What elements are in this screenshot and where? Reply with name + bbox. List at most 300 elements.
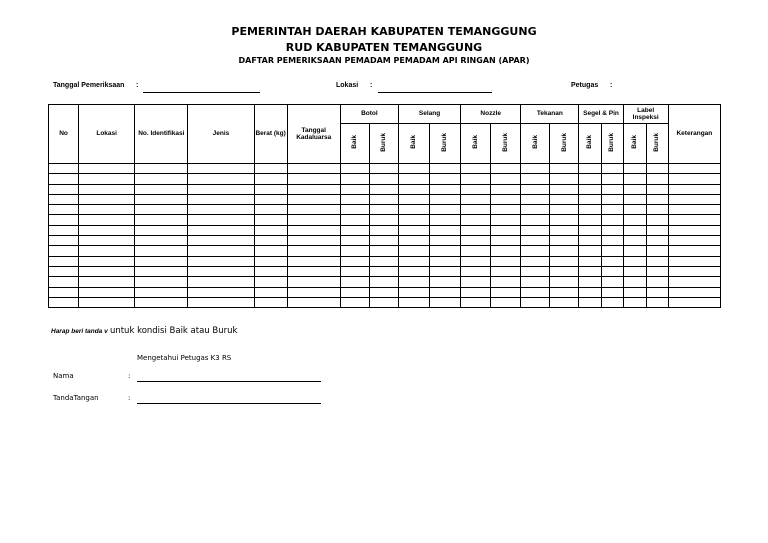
- sub-baik-label: Baik: [351, 135, 359, 150]
- table-cell[interactable]: [79, 215, 135, 225]
- table-cell[interactable]: [491, 277, 521, 287]
- table-row: [49, 287, 721, 297]
- table-cell[interactable]: [398, 184, 429, 194]
- table-cell[interactable]: [491, 266, 521, 276]
- table-cell[interactable]: [668, 215, 720, 225]
- table-cell[interactable]: [430, 246, 461, 256]
- table-cell[interactable]: [188, 205, 254, 215]
- table-cell[interactable]: [521, 174, 550, 184]
- table-cell[interactable]: [79, 246, 135, 256]
- table-cell[interactable]: [398, 205, 429, 215]
- table-cell[interactable]: [491, 174, 521, 184]
- table-cell[interactable]: [188, 277, 254, 287]
- table-cell[interactable]: [79, 266, 135, 276]
- table-cell[interactable]: [601, 246, 623, 256]
- table-cell[interactable]: [521, 215, 550, 225]
- table-cell[interactable]: [369, 225, 398, 235]
- table-cell[interactable]: [430, 215, 461, 225]
- table-cell[interactable]: [623, 236, 646, 246]
- title-line-3: DAFTAR PEMERIKSAAN PEMADAM PEMADAM API RINGAN (APAR): [238, 56, 530, 65]
- table-cell[interactable]: [461, 256, 491, 266]
- table-cell[interactable]: [550, 266, 579, 276]
- table-cell[interactable]: [521, 256, 550, 266]
- table-cell[interactable]: [521, 246, 550, 256]
- table-cell[interactable]: [398, 194, 429, 204]
- table-cell[interactable]: [49, 225, 79, 235]
- table-cell[interactable]: [188, 225, 254, 235]
- table-cell[interactable]: [254, 215, 287, 225]
- table-cell[interactable]: [646, 164, 668, 174]
- table-cell[interactable]: [550, 277, 579, 287]
- table-cell[interactable]: [461, 174, 491, 184]
- table-cell[interactable]: [550, 236, 579, 246]
- lokasi-colon: :: [370, 82, 373, 89]
- sub-baik-label: Baik: [586, 135, 594, 150]
- table-cell[interactable]: [668, 297, 720, 307]
- table-cell[interactable]: [579, 225, 601, 235]
- table-cell[interactable]: [188, 164, 254, 174]
- table-cell[interactable]: [579, 184, 601, 194]
- table-cell[interactable]: [398, 277, 429, 287]
- table-cell[interactable]: [668, 236, 720, 246]
- table-cell[interactable]: [491, 194, 521, 204]
- table-cell[interactable]: [188, 194, 254, 204]
- table-cell[interactable]: [646, 297, 668, 307]
- table-cell[interactable]: [254, 236, 287, 246]
- table-cell[interactable]: [668, 246, 720, 256]
- sub-buruk-nozzle: [491, 124, 521, 164]
- table-cell[interactable]: [340, 215, 369, 225]
- table-cell[interactable]: [430, 266, 461, 276]
- table-cell[interactable]: [254, 225, 287, 235]
- table-cell[interactable]: [369, 205, 398, 215]
- sub-baik-segel: [579, 124, 601, 164]
- table-row: [49, 174, 721, 184]
- table-cell[interactable]: [340, 256, 369, 266]
- table-cell[interactable]: [601, 205, 623, 215]
- table-cell[interactable]: [646, 205, 668, 215]
- table-cell[interactable]: [646, 287, 668, 297]
- table-cell[interactable]: [135, 205, 188, 215]
- header-botol: Botol: [340, 105, 398, 124]
- header-lokasi: Lokasi: [79, 105, 135, 164]
- table-cell[interactable]: [398, 215, 429, 225]
- table-cell[interactable]: [188, 266, 254, 276]
- table-cell[interactable]: [491, 164, 521, 174]
- table-cell[interactable]: [135, 225, 188, 235]
- table-cell[interactable]: [550, 184, 579, 194]
- table-cell[interactable]: [430, 194, 461, 204]
- table-cell[interactable]: [579, 266, 601, 276]
- table-cell[interactable]: [254, 184, 287, 194]
- table-cell[interactable]: [521, 164, 550, 174]
- table-cell[interactable]: [340, 164, 369, 174]
- table-cell[interactable]: [398, 164, 429, 174]
- table-cell[interactable]: [340, 236, 369, 246]
- table-cell[interactable]: [491, 215, 521, 225]
- table-cell[interactable]: [601, 174, 623, 184]
- table-cell[interactable]: [579, 174, 601, 184]
- table-cell[interactable]: [601, 184, 623, 194]
- table-cell[interactable]: [461, 236, 491, 246]
- table-cell[interactable]: [79, 256, 135, 266]
- table-cell[interactable]: [135, 256, 188, 266]
- table-cell[interactable]: [491, 256, 521, 266]
- ttd-label: TandaTangan: [53, 394, 99, 402]
- table-cell[interactable]: [668, 287, 720, 297]
- table-cell[interactable]: [135, 297, 188, 307]
- table-cell[interactable]: [579, 297, 601, 307]
- table-cell[interactable]: [79, 164, 135, 174]
- table-cell[interactable]: [430, 287, 461, 297]
- table-cell[interactable]: [188, 236, 254, 246]
- table-cell[interactable]: [461, 297, 491, 307]
- table-cell[interactable]: [188, 174, 254, 184]
- table-cell[interactable]: [369, 287, 398, 297]
- mengetahui-label: Mengetahui Petugas K3 RS: [137, 354, 232, 362]
- table-cell[interactable]: [430, 277, 461, 287]
- table-cell[interactable]: [646, 277, 668, 287]
- table-cell[interactable]: [287, 287, 340, 297]
- table-cell[interactable]: [188, 287, 254, 297]
- table-cell[interactable]: [340, 297, 369, 307]
- table-cell[interactable]: [579, 256, 601, 266]
- table-cell[interactable]: [521, 297, 550, 307]
- table-cell[interactable]: [550, 246, 579, 256]
- table-cell[interactable]: [79, 174, 135, 184]
- table-cell[interactable]: [398, 266, 429, 276]
- table-cell[interactable]: [135, 184, 188, 194]
- table-cell[interactable]: [601, 266, 623, 276]
- table-cell[interactable]: [369, 194, 398, 204]
- table-cell[interactable]: [340, 246, 369, 256]
- table-cell[interactable]: [79, 184, 135, 194]
- table-cell[interactable]: [579, 287, 601, 297]
- table-cell[interactable]: [398, 236, 429, 246]
- table-cell[interactable]: [623, 164, 646, 174]
- table-cell[interactable]: [49, 194, 79, 204]
- petugas-colon: :: [610, 82, 613, 89]
- nama-field-line[interactable]: [137, 381, 321, 382]
- table-cell[interactable]: [135, 287, 188, 297]
- table-cell[interactable]: [623, 266, 646, 276]
- table-cell[interactable]: [188, 246, 254, 256]
- table-cell[interactable]: [287, 164, 340, 174]
- title-line-2: RUD KABUPATEN TEMANGGUNG: [285, 41, 483, 54]
- table-cell[interactable]: [49, 297, 79, 307]
- table-cell[interactable]: [579, 164, 601, 174]
- table-cell[interactable]: [550, 297, 579, 307]
- table-cell[interactable]: [340, 184, 369, 194]
- table-row: [49, 215, 721, 225]
- table-cell[interactable]: [79, 287, 135, 297]
- table-cell[interactable]: [550, 215, 579, 225]
- table-cell[interactable]: [135, 236, 188, 246]
- table-cell[interactable]: [668, 194, 720, 204]
- table-cell[interactable]: [521, 236, 550, 246]
- table-cell[interactable]: [601, 287, 623, 297]
- table-cell[interactable]: [340, 174, 369, 184]
- table-cell[interactable]: [668, 205, 720, 215]
- table-cell[interactable]: [601, 164, 623, 174]
- table-cell[interactable]: [668, 277, 720, 287]
- table-cell[interactable]: [550, 256, 579, 266]
- table-cell[interactable]: [49, 164, 79, 174]
- table-cell[interactable]: [623, 205, 646, 215]
- table-cell[interactable]: [287, 256, 340, 266]
- table-cell[interactable]: [254, 287, 287, 297]
- table-cell[interactable]: [461, 164, 491, 174]
- table-cell[interactable]: [461, 266, 491, 276]
- table-cell[interactable]: [491, 246, 521, 256]
- table-cell[interactable]: [254, 277, 287, 287]
- table-body: [49, 164, 721, 308]
- table-cell[interactable]: [491, 297, 521, 307]
- table-cell[interactable]: [135, 194, 188, 204]
- ttd-colon: :: [128, 394, 131, 402]
- table-cell[interactable]: [254, 194, 287, 204]
- table-cell[interactable]: [369, 266, 398, 276]
- table-cell[interactable]: [550, 225, 579, 235]
- table-cell[interactable]: [79, 225, 135, 235]
- table-cell[interactable]: [369, 215, 398, 225]
- table-cell[interactable]: [579, 215, 601, 225]
- table-cell[interactable]: [646, 184, 668, 194]
- table-cell[interactable]: [254, 246, 287, 256]
- table-cell[interactable]: [521, 184, 550, 194]
- table-cell[interactable]: [579, 246, 601, 256]
- table-cell[interactable]: [601, 194, 623, 204]
- table-cell[interactable]: [135, 174, 188, 184]
- table-cell[interactable]: [430, 184, 461, 194]
- table-cell[interactable]: [601, 277, 623, 287]
- sub-buruk-label: Buruk: [560, 132, 568, 152]
- table-cell[interactable]: [579, 236, 601, 246]
- table-cell[interactable]: [521, 225, 550, 235]
- table-cell[interactable]: [49, 215, 79, 225]
- header-keterangan: Keterangan: [668, 105, 720, 164]
- table-cell[interactable]: [430, 174, 461, 184]
- table-cell[interactable]: [668, 225, 720, 235]
- table-cell[interactable]: [461, 277, 491, 287]
- table-cell[interactable]: [287, 174, 340, 184]
- table-cell[interactable]: [550, 164, 579, 174]
- table-cell[interactable]: [398, 256, 429, 266]
- table-cell[interactable]: [601, 236, 623, 246]
- table-cell[interactable]: [491, 205, 521, 215]
- table-cell[interactable]: [521, 194, 550, 204]
- table-cell[interactable]: [550, 205, 579, 215]
- table-row: [49, 164, 721, 174]
- table-cell[interactable]: [491, 236, 521, 246]
- table-cell[interactable]: [491, 184, 521, 194]
- table-cell[interactable]: [461, 184, 491, 194]
- table-cell[interactable]: [623, 184, 646, 194]
- lokasi-field-line[interactable]: [378, 92, 492, 93]
- table-cell[interactable]: [521, 205, 550, 215]
- table-cell[interactable]: [430, 297, 461, 307]
- table-cell[interactable]: [49, 246, 79, 256]
- table-cell[interactable]: [398, 225, 429, 235]
- table-cell[interactable]: [521, 287, 550, 297]
- table-cell[interactable]: [49, 236, 79, 246]
- table-cell[interactable]: [430, 164, 461, 174]
- table-cell[interactable]: [668, 184, 720, 194]
- table-cell[interactable]: [188, 215, 254, 225]
- table-cell[interactable]: [601, 256, 623, 266]
- table-cell[interactable]: [668, 266, 720, 276]
- table-cell[interactable]: [623, 256, 646, 266]
- table-cell[interactable]: [49, 287, 79, 297]
- table-cell[interactable]: [49, 266, 79, 276]
- table-cell[interactable]: [287, 205, 340, 215]
- table-cell[interactable]: [49, 184, 79, 194]
- table-cell[interactable]: [646, 215, 668, 225]
- table-cell[interactable]: [646, 246, 668, 256]
- table-cell[interactable]: [550, 174, 579, 184]
- table-cell[interactable]: [254, 256, 287, 266]
- table-cell[interactable]: [340, 205, 369, 215]
- table-cell[interactable]: [287, 297, 340, 307]
- table-cell[interactable]: [461, 225, 491, 235]
- table-cell[interactable]: [49, 256, 79, 266]
- table-cell[interactable]: [287, 236, 340, 246]
- table-cell[interactable]: [430, 256, 461, 266]
- table-cell[interactable]: [398, 287, 429, 297]
- table-cell[interactable]: [340, 277, 369, 287]
- table-cell[interactable]: [287, 194, 340, 204]
- table-cell[interactable]: [461, 246, 491, 256]
- table-cell[interactable]: [461, 194, 491, 204]
- sub-buruk-tekanan: [550, 124, 579, 164]
- table-cell[interactable]: [287, 215, 340, 225]
- table-cell[interactable]: [623, 215, 646, 225]
- table-cell[interactable]: [398, 174, 429, 184]
- table-cell[interactable]: [668, 256, 720, 266]
- table-cell[interactable]: [188, 184, 254, 194]
- table-cell[interactable]: [601, 297, 623, 307]
- table-cell[interactable]: [287, 184, 340, 194]
- sub-buruk-label-inspeksi: [646, 124, 668, 164]
- ttd-field-line[interactable]: [137, 403, 321, 404]
- table-cell[interactable]: [579, 205, 601, 215]
- table-cell[interactable]: [461, 205, 491, 215]
- table-cell[interactable]: [369, 236, 398, 246]
- table-cell[interactable]: [668, 174, 720, 184]
- table-cell[interactable]: [254, 266, 287, 276]
- table-cell[interactable]: [254, 164, 287, 174]
- table-cell[interactable]: [254, 205, 287, 215]
- table-cell[interactable]: [491, 225, 521, 235]
- table-cell[interactable]: [135, 246, 188, 256]
- table-cell[interactable]: [430, 225, 461, 235]
- table-cell[interactable]: [579, 194, 601, 204]
- header-jenis: Jenis: [188, 105, 254, 164]
- table-cell[interactable]: [601, 215, 623, 225]
- table-cell[interactable]: [369, 164, 398, 174]
- table-cell[interactable]: [79, 297, 135, 307]
- table-cell[interactable]: [550, 194, 579, 204]
- table-cell[interactable]: [135, 277, 188, 287]
- table-cell[interactable]: [461, 215, 491, 225]
- table-cell[interactable]: [79, 194, 135, 204]
- sub-buruk-label: Buruk: [608, 132, 616, 152]
- table-cell[interactable]: [287, 225, 340, 235]
- table-cell[interactable]: [623, 246, 646, 256]
- table-cell[interactable]: [623, 194, 646, 204]
- table-cell[interactable]: [369, 256, 398, 266]
- table-cell[interactable]: [254, 297, 287, 307]
- table-cell[interactable]: [623, 287, 646, 297]
- table-cell[interactable]: [340, 266, 369, 276]
- table-cell[interactable]: [579, 277, 601, 287]
- table-cell[interactable]: [646, 266, 668, 276]
- table-cell[interactable]: [521, 277, 550, 287]
- table-cell[interactable]: [79, 277, 135, 287]
- table-cell[interactable]: [369, 277, 398, 287]
- table-cell[interactable]: [188, 297, 254, 307]
- table-cell[interactable]: [623, 225, 646, 235]
- table-cell[interactable]: [521, 266, 550, 276]
- tanggal-field-line[interactable]: [143, 92, 260, 93]
- table-cell[interactable]: [623, 277, 646, 287]
- table-row: [49, 266, 721, 276]
- table-cell[interactable]: [601, 225, 623, 235]
- table-cell[interactable]: [49, 174, 79, 184]
- sub-baik-label-inspeksi: [623, 124, 646, 164]
- table-cell[interactable]: [340, 287, 369, 297]
- table-cell[interactable]: [646, 174, 668, 184]
- table-cell[interactable]: [340, 194, 369, 204]
- table-cell[interactable]: [79, 236, 135, 246]
- table-cell[interactable]: [398, 246, 429, 256]
- table-cell[interactable]: [430, 236, 461, 246]
- table-cell[interactable]: [369, 184, 398, 194]
- sub-buruk-selang: [430, 124, 461, 164]
- table-cell[interactable]: [287, 277, 340, 287]
- table-cell[interactable]: [646, 225, 668, 235]
- table-cell[interactable]: [430, 205, 461, 215]
- table-cell[interactable]: [340, 225, 369, 235]
- table-cell[interactable]: [49, 277, 79, 287]
- table-row: [49, 297, 721, 307]
- table-cell[interactable]: [491, 287, 521, 297]
- table-cell[interactable]: [49, 205, 79, 215]
- table-cell[interactable]: [287, 246, 340, 256]
- table-cell[interactable]: [135, 215, 188, 225]
- table-cell[interactable]: [287, 266, 340, 276]
- table-cell[interactable]: [79, 205, 135, 215]
- table-cell[interactable]: [254, 174, 287, 184]
- table-cell[interactable]: [135, 164, 188, 174]
- table-cell[interactable]: [135, 266, 188, 276]
- table-cell[interactable]: [623, 174, 646, 184]
- table-cell[interactable]: [668, 164, 720, 174]
- table-cell[interactable]: [461, 287, 491, 297]
- table-cell[interactable]: [369, 246, 398, 256]
- table-row: [49, 194, 721, 204]
- table-cell[interactable]: [623, 297, 646, 307]
- table-cell[interactable]: [646, 236, 668, 246]
- table-cell[interactable]: [188, 256, 254, 266]
- table-cell[interactable]: [369, 297, 398, 307]
- table-cell[interactable]: [646, 256, 668, 266]
- table-cell[interactable]: [550, 287, 579, 297]
- header-nozzle: Nozzle: [461, 105, 521, 124]
- table-cell[interactable]: [646, 194, 668, 204]
- table-cell[interactable]: [398, 297, 429, 307]
- table-cell[interactable]: [369, 174, 398, 184]
